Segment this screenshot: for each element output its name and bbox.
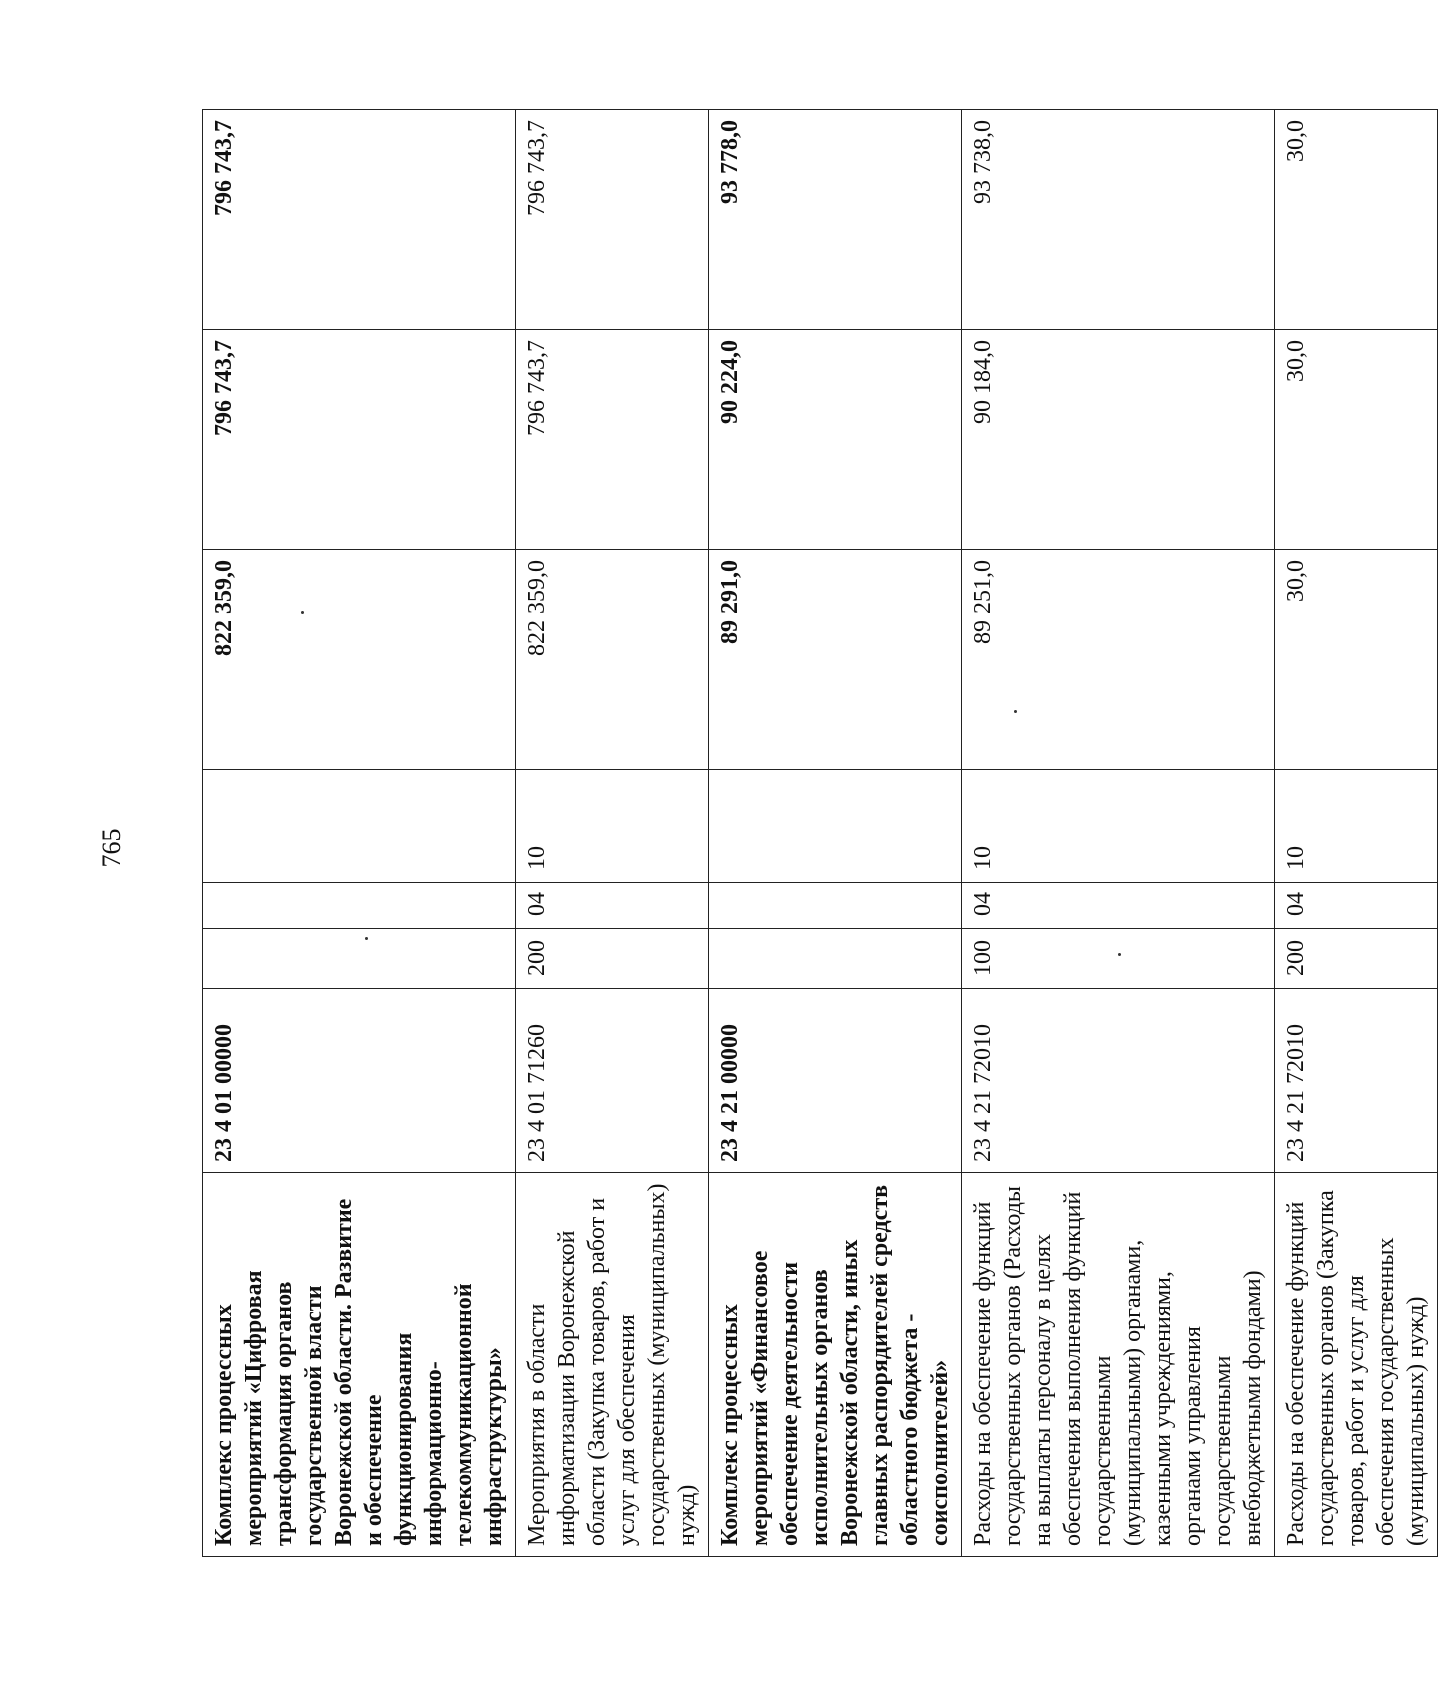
scan-speck [365, 937, 368, 940]
row-section: 04 [962, 883, 1275, 929]
row-code: 23 4 21 00000 [709, 989, 962, 1173]
row-expense-type [709, 929, 962, 989]
row-value-1: 822 359,0 [516, 550, 709, 770]
row-value-2: 796 743,7 [203, 330, 516, 550]
row-code: 23 4 21 72010 [1275, 989, 1438, 1173]
row-value-3: 30,0 [1275, 110, 1438, 330]
row-value-2: 796 743,7 [516, 330, 709, 550]
row-value-2: 30,0 [1275, 330, 1438, 550]
row-value-3: 93 778,0 [709, 110, 962, 330]
row-value-2: 90 184,0 [962, 330, 1275, 550]
row-subsection: 10 [516, 770, 709, 883]
row-value-1: 89 251,0 [962, 550, 1275, 770]
row-value-1: 89 291,0 [709, 550, 962, 770]
row-section: 04 [1275, 883, 1438, 929]
table-row [203, 110, 516, 1557]
row-value-3: 796 743,7 [203, 110, 516, 330]
row-expense-type [203, 929, 516, 989]
row-section: 04 [516, 883, 709, 929]
scan-speck [301, 611, 304, 614]
row-expense-type: 200 [516, 929, 709, 989]
row-value-1: 30,0 [1275, 550, 1438, 770]
row-name: Комплекс процессных мероприятий «Цифровая трансформация органов государственной власти Воронежской области. Развитие и обеспечение функционирования информационно-телекоммуникационной инфраструктуры» [203, 1173, 516, 1557]
row-name: Расходы на обеспечение функций государственных органов (Закупка товаров, работ и услуг для обеспечения государственных (муниципальных) нужд) [1275, 1173, 1438, 1557]
row-code: 23 4 01 00000 [203, 989, 516, 1173]
scan-speck [1118, 953, 1121, 956]
scan-speck [1014, 710, 1017, 713]
row-section [709, 883, 962, 929]
row-name: Расходы на обеспечение функций государственных органов (Расходы на выплаты персоналу в целях обеспечения выполнения функций государственными (муниципальными) органами, казенными учреждениями, органами управления государственными внебюджетными фондами) [962, 1173, 1275, 1557]
table-row [962, 110, 1275, 1557]
row-subsection: 10 [1275, 770, 1438, 883]
budget-table [202, 109, 1438, 1557]
row-name: Комплекс процессных мероприятий «Финансовое обеспечение деятельности исполнительных органов Воронежской области, иных главных распорядителей средств областного бюджета - соисполнителей» [709, 1173, 962, 1557]
table-row [709, 110, 962, 1557]
row-value-2: 90 224,0 [709, 330, 962, 550]
budget-table-rotated [202, 110, 1429, 1557]
table-row [1275, 110, 1438, 1557]
row-subsection [709, 770, 962, 883]
page-number: 765 [97, 828, 126, 868]
row-expense-type: 200 [1275, 929, 1438, 989]
row-value-3: 93 738,0 [962, 110, 1275, 330]
row-name: Мероприятия в области информатизации Воронежской области (Закупка товаров, работ и услуг для обеспечения государственных (муниципальных) нужд) [516, 1173, 709, 1557]
row-code: 23 4 01 71260 [516, 989, 709, 1173]
row-code: 23 4 21 72010 [962, 989, 1275, 1173]
row-value-3: 796 743,7 [516, 110, 709, 330]
row-value-1: 822 359,0 [203, 550, 516, 770]
row-expense-type: 100 [962, 929, 1275, 989]
row-subsection: 10 [962, 770, 1275, 883]
row-section [203, 883, 516, 929]
row-subsection [203, 770, 516, 883]
table-row [516, 110, 709, 1557]
